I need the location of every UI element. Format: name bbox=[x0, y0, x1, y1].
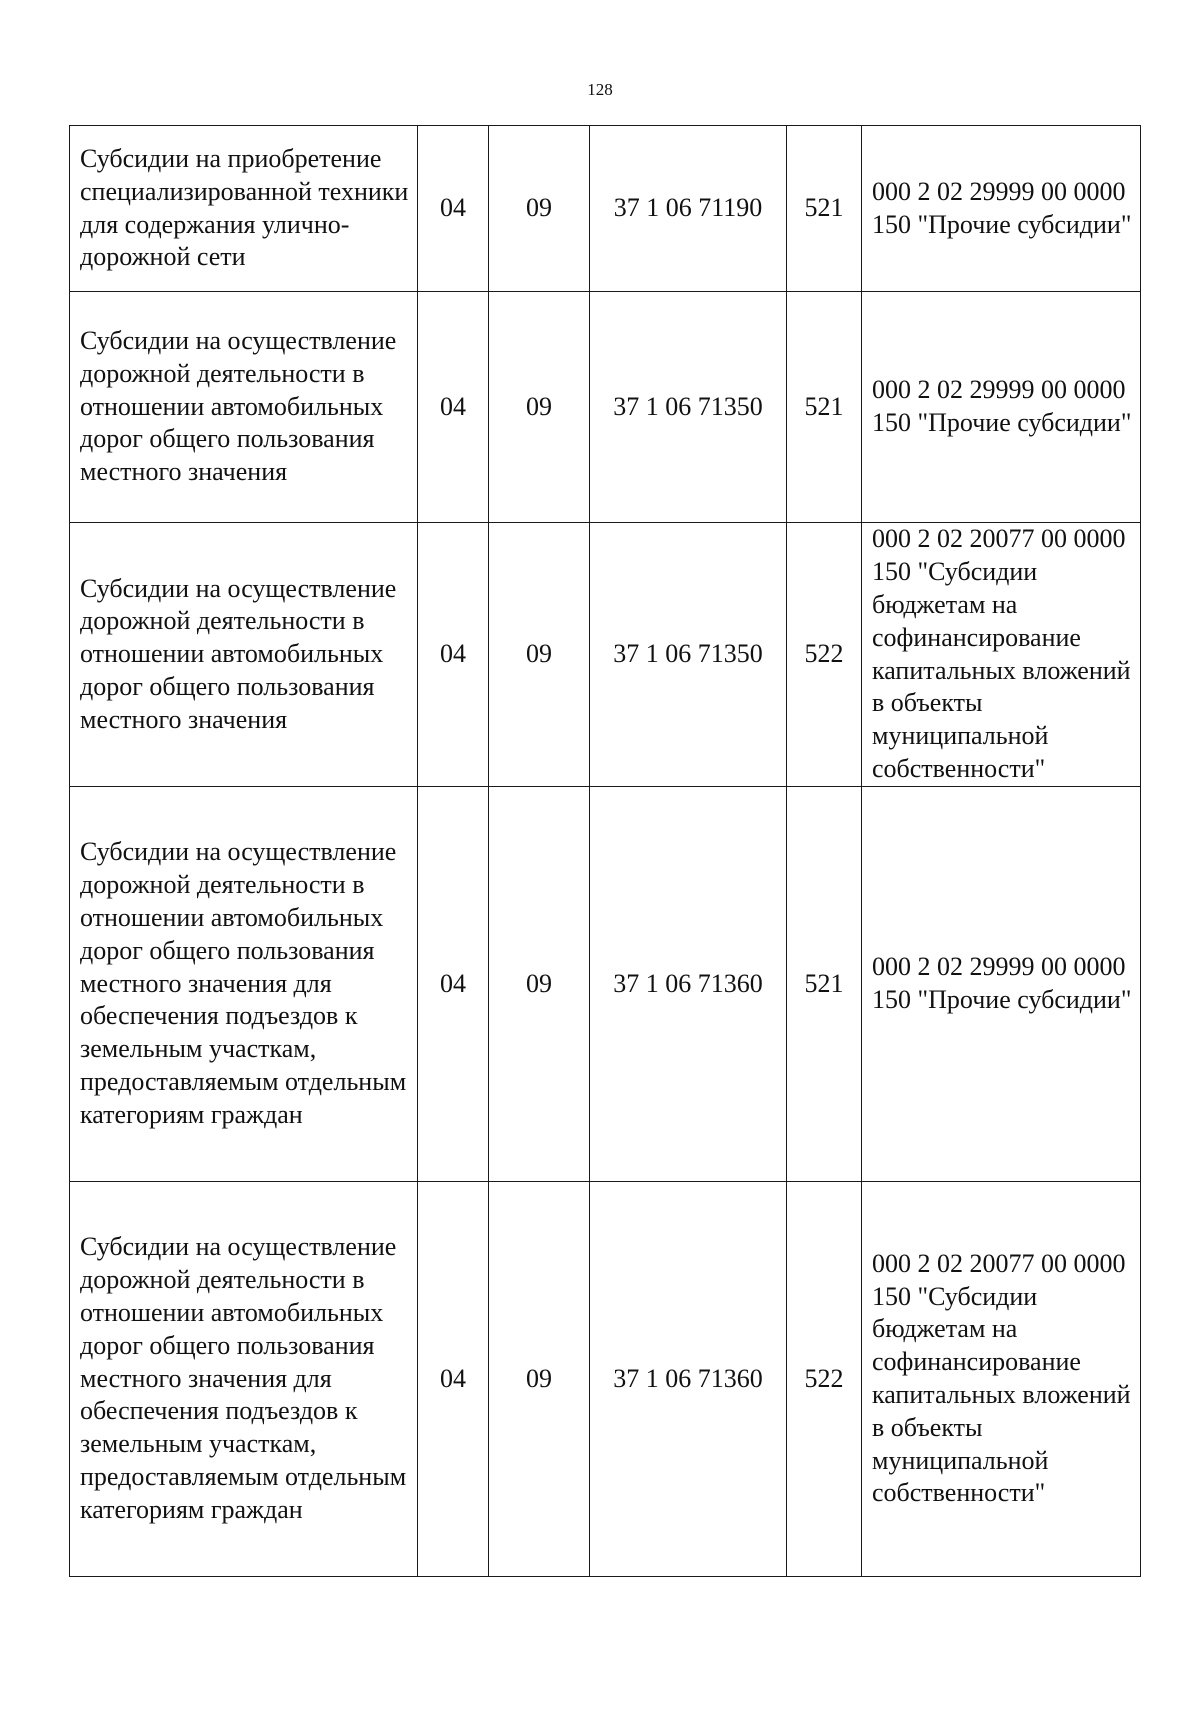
expense-type-cell: 522 bbox=[787, 1182, 862, 1577]
target-article-cell: 37 1 06 71360 bbox=[590, 1182, 787, 1577]
target-article-cell: 37 1 06 71190 bbox=[590, 126, 787, 292]
subsection-code-cell: 09 bbox=[489, 1182, 590, 1577]
budget-table bbox=[69, 125, 1141, 1577]
table-row bbox=[70, 787, 1141, 1182]
table-row bbox=[70, 1182, 1141, 1577]
page-number: 128 bbox=[587, 80, 613, 99]
subsidy-name-cell: Субсидии на осуществление дорожной деятельности в отношении автомобильных дорог общего пользования местного значения для обеспечения подъездов к земельным участкам, предоставляемым отдельным категориям граждан bbox=[70, 1182, 418, 1577]
target-article-cell: 37 1 06 71350 bbox=[590, 523, 787, 787]
subsection-code-cell: 09 bbox=[489, 523, 590, 787]
revenue-code-cell: 000 2 02 29999 00 0000 150 "Прочие субсидии" bbox=[862, 126, 1141, 292]
table-row bbox=[70, 523, 1141, 787]
subsidy-name-cell: Субсидии на осуществление дорожной деятельности в отношении автомобильных дорог общего пользования местного значения bbox=[70, 292, 418, 523]
expense-type-cell: 521 bbox=[787, 787, 862, 1182]
section-code-cell: 04 bbox=[418, 523, 489, 787]
expense-type-cell: 521 bbox=[787, 292, 862, 523]
table-row bbox=[70, 126, 1141, 292]
target-article-cell: 37 1 06 71350 bbox=[590, 292, 787, 523]
section-code-cell: 04 bbox=[418, 292, 489, 523]
section-code-cell: 04 bbox=[418, 787, 489, 1182]
subsection-code-cell: 09 bbox=[489, 787, 590, 1182]
subsidy-name-cell: Субсидии на осуществление дорожной деятельности в отношении автомобильных дорог общего пользования местного значения bbox=[70, 523, 418, 787]
subsection-code-cell: 09 bbox=[489, 126, 590, 292]
table-row bbox=[70, 292, 1141, 523]
revenue-code-cell: 000 2 02 20077 00 0000 150 "Субсидии бюджетам на софинансирование капитальных вложений в объекты муниципальной собственности" bbox=[862, 523, 1141, 787]
section-code-cell: 04 bbox=[418, 1182, 489, 1577]
subsidy-name-cell: Субсидии на осуществление дорожной деятельности в отношении автомобильных дорог общего пользования местного значения для обеспечения подъездов к земельным участкам, предоставляемым отдельным категориям граждан bbox=[70, 787, 418, 1182]
target-article-cell: 37 1 06 71360 bbox=[590, 787, 787, 1182]
revenue-code-cell: 000 2 02 29999 00 0000 150 "Прочие субсидии" bbox=[862, 787, 1141, 1182]
revenue-code-cell: 000 2 02 29999 00 0000 150 "Прочие субсидии" bbox=[862, 292, 1141, 523]
revenue-code-cell: 000 2 02 20077 00 0000 150 "Субсидии бюджетам на софинансирование капитальных вложений в объекты муниципальной собственности" bbox=[862, 1182, 1141, 1577]
expense-type-cell: 522 bbox=[787, 523, 862, 787]
expense-type-cell: 521 bbox=[787, 126, 862, 292]
subsection-code-cell: 09 bbox=[489, 292, 590, 523]
subsidy-name-cell: Субсидии на приобретение специализированной техники для содержания улично-дорожной сети bbox=[70, 126, 418, 292]
section-code-cell: 04 bbox=[418, 126, 489, 292]
